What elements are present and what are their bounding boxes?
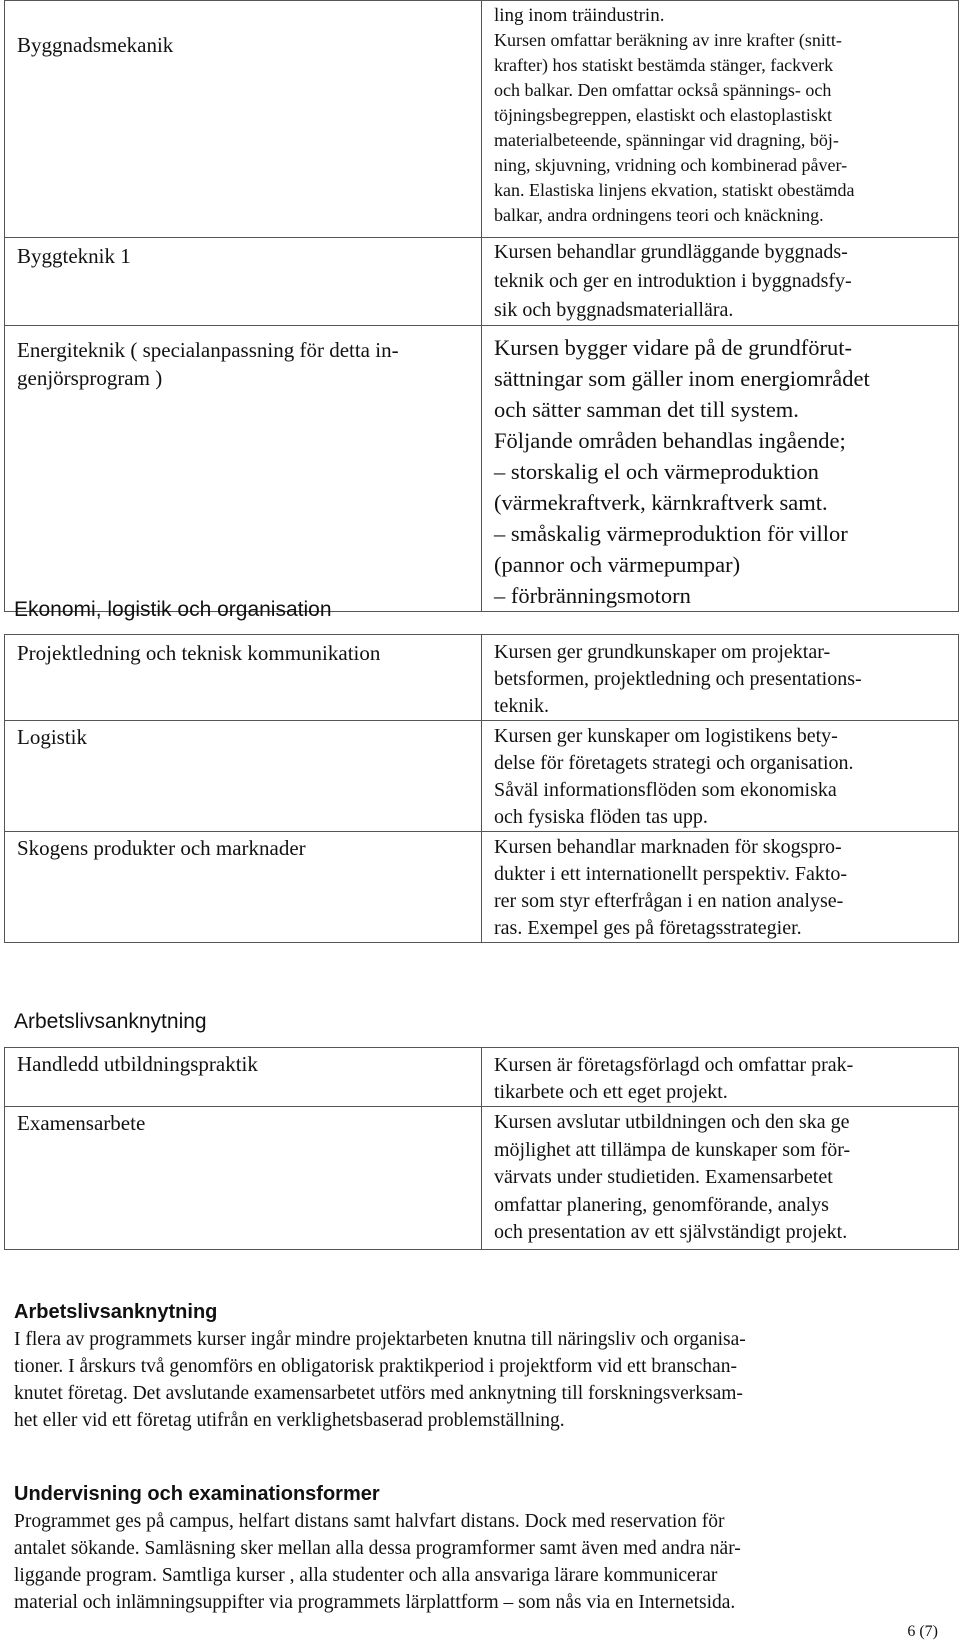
course-name: Handledd utbildningspraktik <box>17 1052 258 1076</box>
table-row <box>5 635 959 721</box>
course-description-cell <box>482 1 959 238</box>
course-name-cell <box>5 326 482 612</box>
course-description-cell <box>482 238 959 326</box>
course-name: Byggteknik 1 <box>17 244 131 268</box>
course-description: ling inom träindustrin. Kursen omfattar beräkning av inre krafter (snitt- krafter) hos statiskt bestämda stänger, fackverk och balkar. Den omfattar också spännings- och töjningsbegreppen, elastiskt och elastoplastiskt materialbeteende, spänningar vid dragning, böj- ning, skjuvning, vridning och kombinerad påver- kan. Elastiska linjens ekvation, statiskt obestämda balkar, andra ordningens teori och knäckning. <box>494 5 855 225</box>
course-table-work-life <box>4 1047 959 1250</box>
course-description: Kursen bygger vidare på de grundförut- sättningar som gäller inom energiområdet och sätter samman det till system. Följande områden behandlas ingående; – storskalig el och värmeproduktion (värmekraftverk, kärnkraftverk samt. – småskalig värmeproduktion för villor (pannor och värmepumpar) – förbränningsmotorn <box>494 326 950 611</box>
course-name-cell <box>5 1 482 238</box>
course-name: Projektledning och teknisk kommunikation <box>17 641 381 665</box>
course-name: Examensarbete <box>17 1111 146 1135</box>
course-description-cell <box>482 1107 959 1250</box>
course-name-cell <box>5 721 482 832</box>
teaching-section: Undervisning och examinationsformer Programmet ges på campus, helfart distans samt halvfart distans. Dock med reservation för antalet sökande. Samläsning sker mellan alla dessa programformer samt även med andra när- liggande program. Samtliga kurser , alla studenter och alla ansvariga lärare kommunicerar material och inlämningsuppifter via programmets lärplattform – som nås via en Internetsida. <box>14 1480 954 1616</box>
course-description: Kursen ger grundkunskaper om projektar- betsformen, projektledning och presentations- teknik. <box>494 641 862 717</box>
course-name: Skogens produkter och marknader <box>17 836 306 860</box>
section-heading: Arbetslivsanknytning <box>14 1301 218 1323</box>
course-description: Kursen är företagsförlagd och omfattar prak- tikarbete och ett eget projekt. <box>494 1054 854 1103</box>
course-description-cell <box>482 1048 959 1107</box>
table-row <box>5 1048 959 1107</box>
section-heading-economy: Ekonomi, logistik och organisation <box>14 598 332 621</box>
work-life-section: Arbetslivsanknytning I flera av programmets kurser ingår mindre projektarbeten knutna till näringsliv och organisa- tioner. I årskurs två genomförs en obligatorisk praktikperiod i projektform vid ett branschan- knutet företag. Det avslutande examensarbetet utförs med anknytning till forskningsverksam- het eller vid ett företag utifrån en verklighetsbaserad problemställning. <box>14 1298 954 1434</box>
course-table-economy <box>4 634 959 943</box>
table-row <box>5 238 959 326</box>
course-table-construction <box>4 0 959 612</box>
table-row <box>5 1 959 238</box>
course-name: Energiteknik ( specialanpassning för detta in- genjörsprogram ) <box>17 338 399 390</box>
course-description: Kursen ger kunskaper om logistikens bety- delse för företagets strategi och organisation. Såväl informationsflöden som ekonomiska och fysiska flöden tas upp. <box>494 725 854 828</box>
table-row <box>5 832 959 943</box>
course-name-cell <box>5 1107 482 1250</box>
table-row <box>5 326 959 612</box>
course-description: Kursen behandlar marknaden för skogspro- dukter i ett internationellt perspektiv. Fakto- rer som styr efterfrågan i en nation analyse- ras. Exempel ges på företagsstrategier. <box>494 836 848 939</box>
course-name-cell <box>5 635 482 721</box>
course-description-cell <box>482 832 959 943</box>
course-description: Kursen behandlar grundläggande byggnads- teknik och ger en introduktion i byggnadsfy- sik och byggnadsmateriallära. <box>494 241 852 321</box>
page-number: 6 (7) <box>907 1623 938 1640</box>
course-name-cell <box>5 1048 482 1107</box>
course-description-cell <box>482 635 959 721</box>
dash-list-item: – storskalig el och värmeproduktion <box>494 459 819 484</box>
table-row <box>5 1107 959 1250</box>
course-description-cell <box>482 326 959 612</box>
table-row <box>5 721 959 832</box>
course-description: Kursen avslutar utbildningen och den ska ge möjlighet att tillämpa de kunskaper som för- värvats under studietiden. Examensarbetet omfattar planering, genomförande, analys och presentation av ett självständigt projekt. <box>494 1111 851 1243</box>
course-name: Logistik <box>17 725 88 749</box>
dash-list-item: – förbränningsmotorn <box>494 583 691 608</box>
course-name: Byggnadsmekanik <box>17 33 174 57</box>
course-description-cell <box>482 721 959 832</box>
course-name-cell <box>5 832 482 943</box>
dash-list-item: – småskalig värmeproduktion för villor <box>494 521 848 546</box>
section-heading-work-life: Arbetslivsanknytning <box>14 1010 207 1033</box>
course-name-cell <box>5 238 482 326</box>
section-heading: Undervisning och examinationsformer <box>14 1483 380 1505</box>
